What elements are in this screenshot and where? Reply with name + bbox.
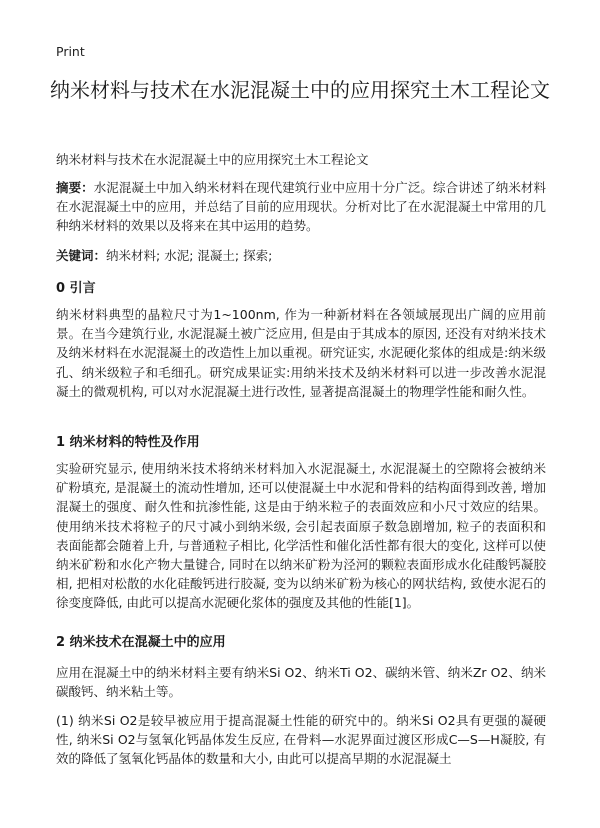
keywords-text: 纳米材料; 水泥; 混凝土; 探索; (106, 248, 273, 263)
abstract-label: 摘要： (56, 180, 94, 195)
section-paragraph-application-materials: 应用在混凝土中的纳米材料主要有纳米Si O2、纳米Ti O2、碳纳米管、纳米Zr O2、纳米碳酸钙、纳米粘土等。 (56, 665, 546, 700)
section-paragraph-nano-sio2: (1) 纳米Si O2是较早被应用于提高混凝土性能的研究中的。纳米Si O2具有更强的凝硬性, 纳米Si O2与氢氧化钙晶体发生反应, 在骨料—水泥界面过渡区形成C—S—H凝胶, 有效的降低了氢氧化钙晶体的数量和大小, 由此可以提高早期的水泥混凝土 (56, 713, 546, 767)
section-heading-nanotech-application: 2 纳米技术在混凝土中的应用 (56, 635, 226, 650)
abstract-paragraph (56, 178, 546, 236)
keywords-label: 关键词： (56, 248, 107, 263)
print-link[interactable]: Print (56, 44, 85, 59)
section-paragraph-introduction: 纳米材料典型的晶粒尺寸为1~100nm, 作为一种新材料在各领域展现出广阔的应用前景。在当今建筑行业, 水泥混凝土被广泛应用, 但是由于其成本的原因, 还没有对纳米技术及纳米材料在水泥混凝土的改造性上加以重视。研究证实, 水泥硬化浆体的组成是:纳米级孔、纳米级粒子和毛细孔。研究成果证实:用纳米技术及纳米材料可以进一步改善水泥混凝土的微观机构, 可以对水泥混凝土进行改性, 显著提高混凝土的物理学性能和耐久性。 (56, 307, 546, 399)
section-heading-nanomaterial-properties: 1 纳米材料的特性及作用 (56, 435, 200, 450)
section-heading-introduction: 0 引言 (56, 281, 96, 296)
page-title: 纳米材料与技术在水泥混凝土中的应用探究土木工程论文 (50, 78, 550, 102)
document-subtitle: 纳米材料与技术在水泥混凝土中的应用探究土木工程论文 (56, 152, 369, 167)
abstract-text: 水泥混凝土中加入纳米材料在现代建筑行业中应用十分广泛。综合讲述了纳米材料在水泥混凝土中的应用，并总结了目前的应用现状。分析对比了在水泥混凝土中常用的几种纳米材料的效果以及将来在其中运用的趋势。 (56, 180, 546, 234)
section-paragraph-nanomaterial-properties: 实验研究显示, 使用纳米技术将纳米材料加入水泥混凝土, 水泥混凝土的空隙将会被纳米矿粉填充, 是混凝土的流动性增加, 还可以使混凝土中水泥和骨料的结构面得到改善, 增加混凝土的强度、耐久性和抗渗性能, 这是由于纳米粒子的表面效应和小尺寸效应的结果。使用纳米技术将粒子的尺寸减小到纳米级, 会引起表面原子数急剧增加, 粒子的表面积和表面能都会随着上升, 与普通粒子相比, 化学活性和催化活性都有很大的变化, 这样可以使纳米矿粉和水化产物大量键合, 同时在以纳米矿粉为泾河的颗粒表面形成水化硅酸钙凝胶相, 把相对松散的水化硅酸钙进行胶凝, 变为以纳米矿粉为核心的网状结构, 致使水泥石的徐变度降低, 由此可以提高水泥硬化浆体的强度及其他的性能[1]。 (56, 461, 546, 611)
keywords-paragraph (56, 246, 546, 265)
